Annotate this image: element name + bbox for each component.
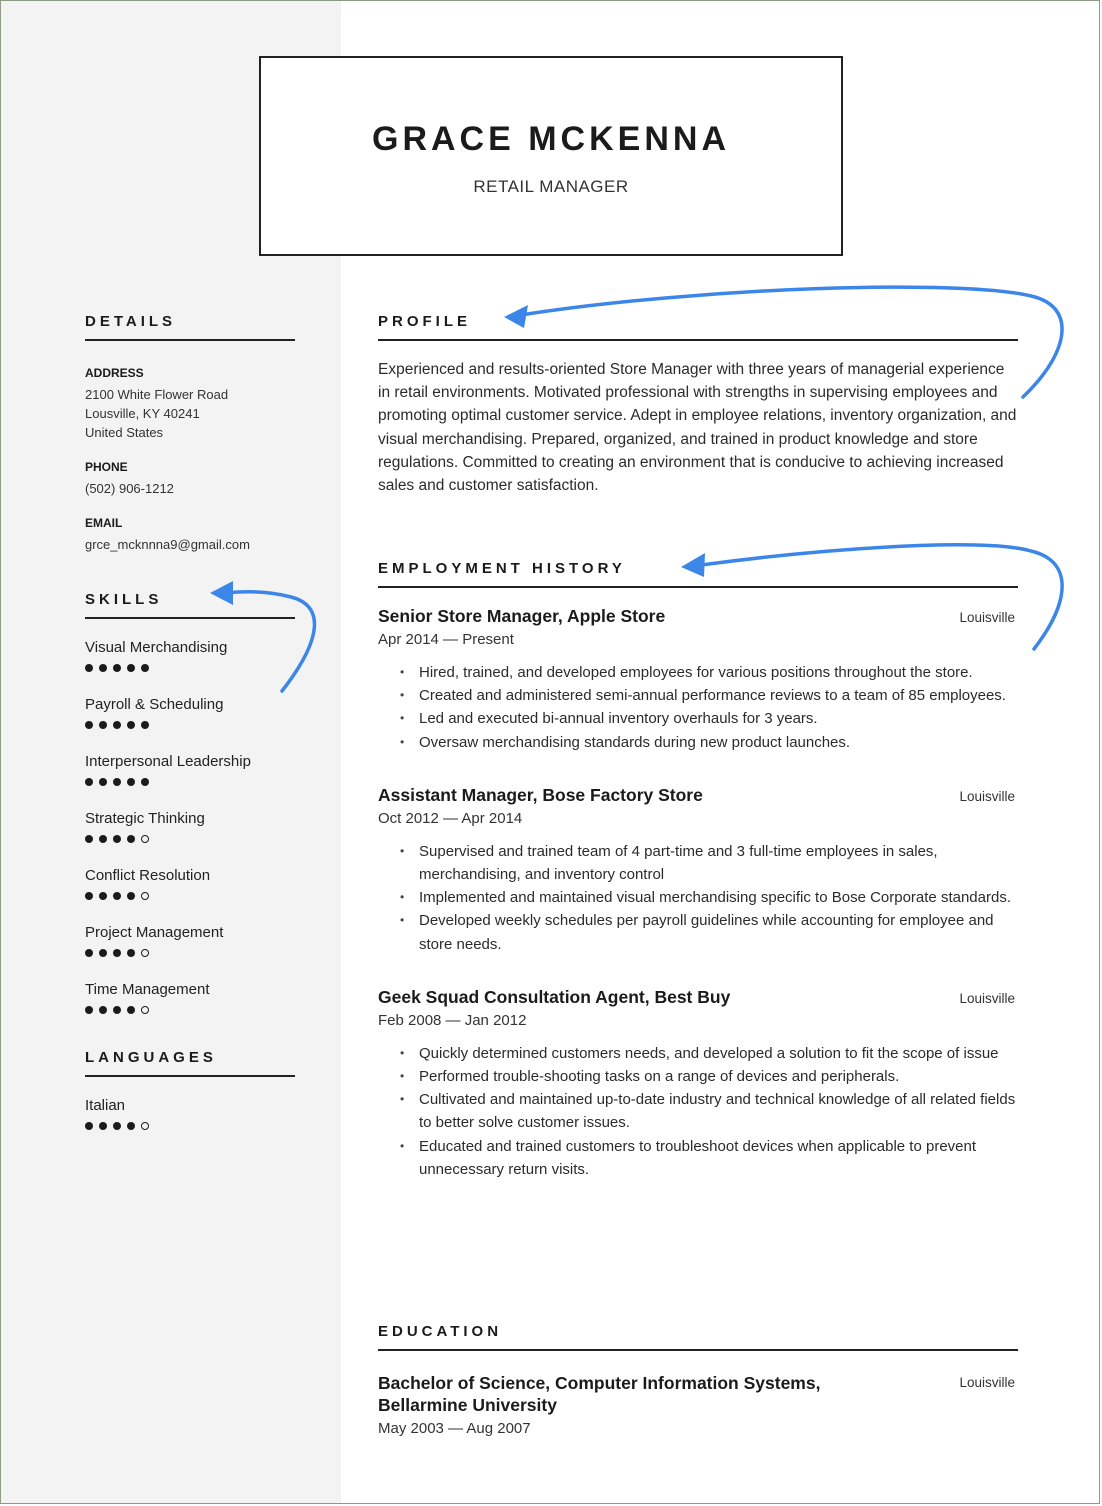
filled-dot-icon [99,835,107,843]
languages-section [85,1049,295,1132]
profile-section [378,313,1018,497]
skill-rating-dots [85,1120,295,1132]
skill-item [85,639,295,696]
filled-dot-icon [127,835,135,843]
address-line: 2100 White Flower Road [85,387,229,402]
filled-dot-icon [127,892,135,900]
job-bullet: • Cultivated and maintained up-to-date industry and technical knowledge of all related fields to better solve customer issues. [378,1088,1018,1134]
skill-item [85,981,295,1038]
filled-dot-icon [127,721,135,729]
skill-item [85,810,295,867]
skill-rating-dots [85,833,295,845]
skills-list [85,639,295,1038]
skill-item [85,924,295,981]
job-entry [378,987,1018,1181]
job-bullet: • Created and administered semi-annual performance reviews to a team of 85 employees. [378,684,1018,707]
profile-heading: PROFILE [378,313,1018,341]
filled-dot-icon [113,835,121,843]
employment-section [378,560,1018,1181]
skill-name: Strategic Thinking [85,810,205,827]
filled-dot-icon [85,835,93,843]
skill-rating-dots [85,947,295,959]
filled-dot-icon [113,892,121,900]
job-bullet: • Hired, trained, and developed employees for various positions throughout the store. [378,661,1018,684]
filled-dot-icon [113,664,121,672]
skill-item [85,753,295,810]
job-entry [378,785,1018,956]
employment-heading: EMPLOYMENT HISTORY [378,560,1018,588]
filled-dot-icon [99,1006,107,1014]
job-bullet: • Quickly determined customers needs, and developed a solution to fit the scope of issue [378,1042,1018,1065]
job-role: RETAIL MANAGER [473,177,629,196]
skill-rating-dots [85,1004,295,1016]
address-line: Lousville, KY 40241 [85,406,200,421]
job-bullet: • Led and executed bi-annual inventory overhauls for 3 years. [378,707,1018,730]
filled-dot-icon [141,664,149,672]
empty-dot-icon [141,1006,149,1014]
jobs-list [378,606,1018,1181]
skill-name: Visual Merchandising [85,639,228,656]
empty-dot-icon [141,835,149,843]
filled-dot-icon [99,721,107,729]
skill-rating-dots [85,719,295,731]
education-dates: May 2003 — Aug 2007 [378,1420,531,1437]
job-bullet: • Supervised and trained team of 4 part-time and 3 full-time employees in sales, merchandising, and inventory control [378,840,1018,886]
job-dates: Feb 2008 — Jan 2012 [378,1011,527,1029]
job-bullet: • Performed trouble-shooting tasks on a range of devices and peripherals. [378,1065,1018,1088]
name-header-box [259,56,843,256]
filled-dot-icon [99,664,107,672]
language-name: Italian [85,1097,126,1114]
filled-dot-icon [113,1006,121,1014]
education-item [378,1372,1018,1437]
job-title: Assistant Manager, Bose Factory Store [378,784,703,805]
email-label: EMAIL [85,516,123,530]
skill-item [85,696,295,753]
details-heading: DETAILS [85,313,295,341]
filled-dot-icon [127,664,135,672]
filled-dot-icon [85,1122,93,1130]
job-bullets [378,1042,1018,1181]
skills-section [85,591,295,1038]
job-location: Louisville [959,990,1015,1006]
skill-name: Payroll & Scheduling [85,696,224,713]
job-title: Geek Squad Consultation Agent, Best Buy [378,986,731,1007]
details-section [85,313,295,554]
languages-heading: LANGUAGES [85,1049,295,1077]
skill-name: Interpersonal Leadership [85,753,251,770]
job-location: Louisville [959,610,1015,625]
languages-list [85,1097,295,1132]
skill-name: Project Management [85,924,224,941]
filled-dot-icon [85,721,93,729]
filled-dot-icon [85,778,93,786]
job-bullets [378,840,1018,956]
education-title: Bachelor of Science, Computer Information Systems, Bellarmine University [378,1373,821,1415]
filled-dot-icon [113,949,121,957]
language-item [85,1097,295,1132]
filled-dot-icon [85,949,93,957]
skills-heading: SKILLS [85,591,295,619]
filled-dot-icon [85,664,93,672]
job-location: Louisville [959,788,1015,804]
job-dates: Oct 2012 — Apr 2014 [378,809,523,827]
address-line: United States [85,425,164,440]
empty-dot-icon [141,1122,149,1130]
filled-dot-icon [127,1006,135,1014]
job-dates: Apr 2014 — Present [378,631,514,648]
filled-dot-icon [113,1122,121,1130]
filled-dot-icon [141,721,149,729]
job-entry [378,606,1018,754]
filled-dot-icon [99,1122,107,1130]
education-heading: EDUCATION [378,1323,1018,1351]
skill-item [85,867,295,924]
job-bullet: • Developed weekly schedules per payroll guidelines while accounting for employee and store needs. [378,909,1018,955]
education-location: Louisville [959,1375,1015,1390]
filled-dot-icon [113,721,121,729]
email-value: grce_mcknnna9@gmail.com [85,537,250,552]
filled-dot-icon [99,949,107,957]
filled-dot-icon [99,892,107,900]
education-section [378,1323,1018,1437]
job-bullet: • Implemented and maintained visual merchandising specific to Bose Corporate standards. [378,886,1018,909]
skill-rating-dots [85,662,295,674]
job-title: Senior Store Manager, Apple Store [378,606,666,626]
skill-name: Conflict Resolution [85,867,211,884]
phone-value: (502) 906-1212 [85,481,174,496]
empty-dot-icon [141,949,149,957]
job-bullets [378,661,1018,754]
empty-dot-icon [141,892,149,900]
phone-label: PHONE [85,460,128,474]
skill-rating-dots [85,890,295,902]
candidate-name: GRACE MCKENNA [372,120,730,158]
address-label: ADDRESS [85,366,144,380]
filled-dot-icon [113,778,121,786]
filled-dot-icon [127,949,135,957]
filled-dot-icon [127,1122,135,1130]
skill-rating-dots [85,776,295,788]
filled-dot-icon [85,892,93,900]
job-bullet: • Oversaw merchandising standards during new product launches. [378,731,1018,754]
skill-name: Time Management [85,981,210,998]
filled-dot-icon [141,778,149,786]
profile-text: Experienced and results-oriented Store Manager with three years of managerial experience in retail environments. Motivated professional with strengths in supervising employees and promoting optimal customer service. Adept in employee relations, inventory organization, and visual merchandising. Prepared, organized, and trained in product knowledge and store regulations. Committed to creating an environment that is conducive to achieving increased sales and customer satisfaction. [378,361,1017,495]
job-bullet: • Educated and trained customers to troubleshoot devices when applicable to prevent unnecessary return visits. [378,1135,1018,1181]
filled-dot-icon [99,778,107,786]
filled-dot-icon [127,778,135,786]
filled-dot-icon [85,1006,93,1014]
